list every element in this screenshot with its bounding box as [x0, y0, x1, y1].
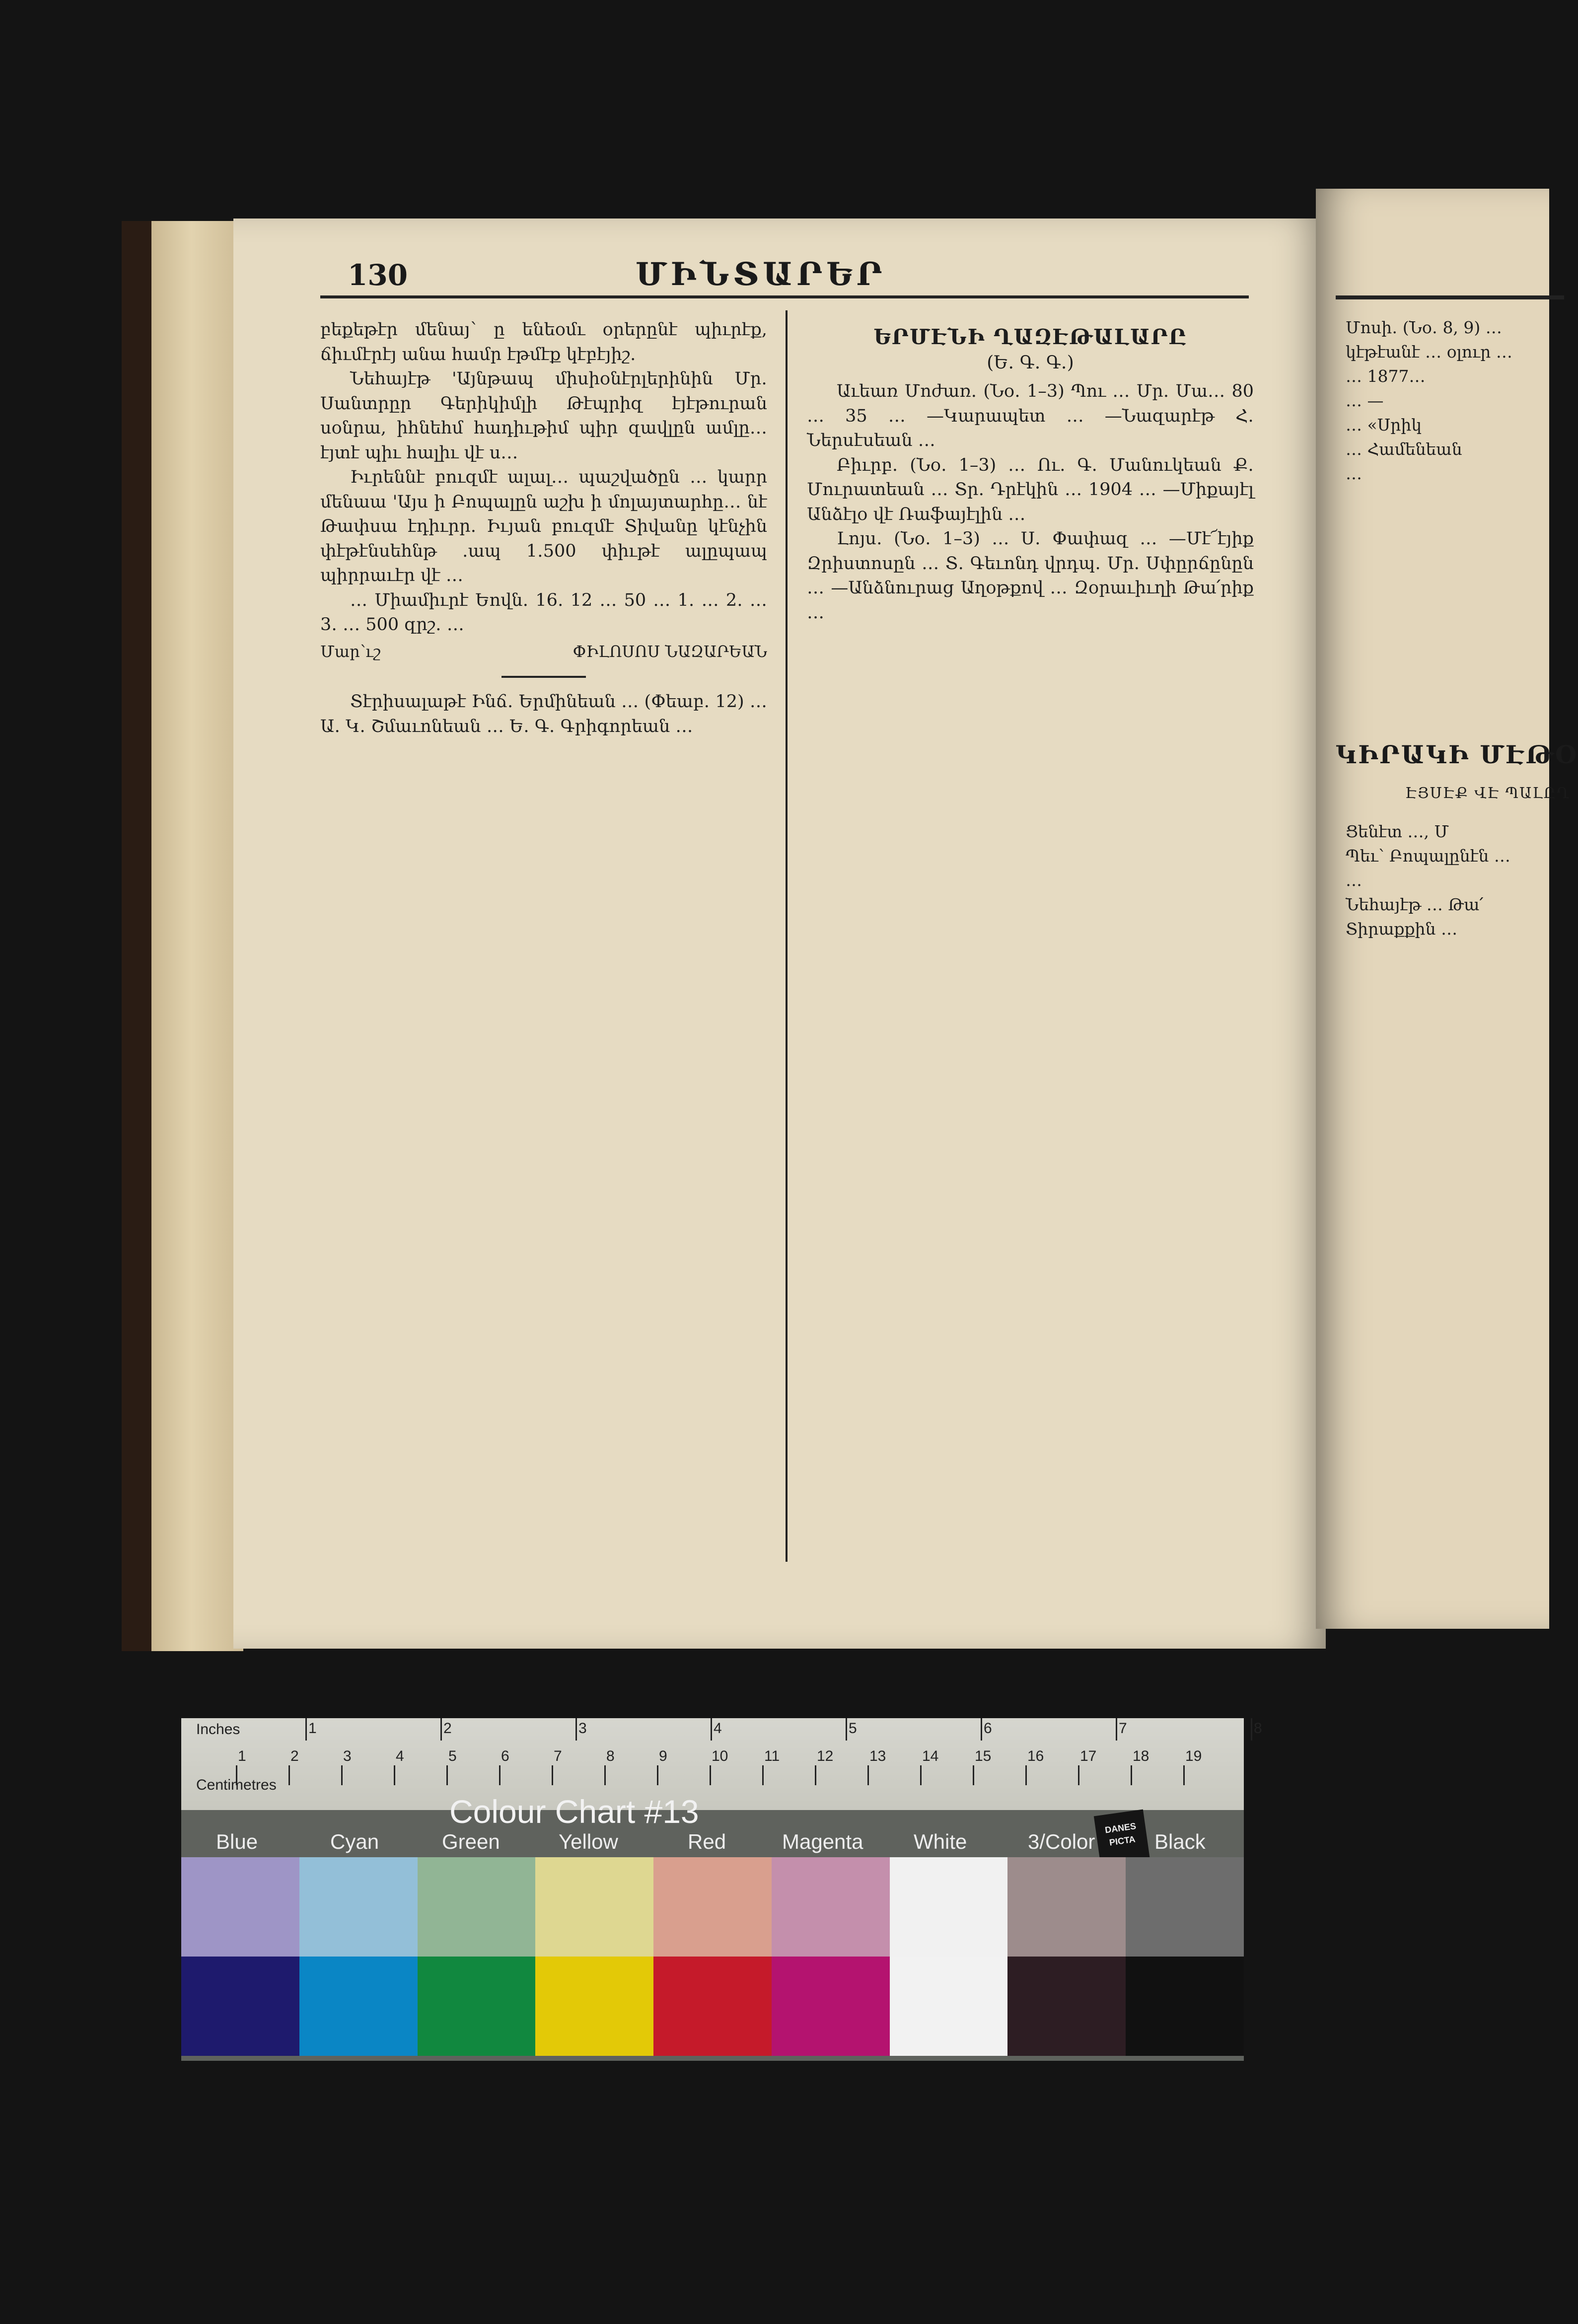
- ruler-cm-number: 19: [1185, 1748, 1202, 1764]
- colour-swatch: [1007, 1957, 1126, 2056]
- ruler-cm-tick: [973, 1765, 974, 1785]
- running-head: ՄԻՆՏԱՐԵՐ: [636, 256, 886, 293]
- colour-swatch: [772, 1957, 890, 2056]
- ruler-cm-tick: [499, 1765, 501, 1785]
- colour-swatch: [299, 1957, 418, 2056]
- section-subtitle: (Ե․ Գ․ Գ․): [987, 353, 1074, 373]
- signature-place: Մար՝ւշ: [320, 642, 381, 661]
- ruler-cm-number: 4: [396, 1748, 404, 1764]
- ruler-cm-number: 13: [869, 1748, 886, 1764]
- colour-swatch: [535, 1857, 653, 1957]
- paragraph: Աւեառ Մոժառ․ (Նօ․ 1–3) Պու ․․․ Մր․ Մա․․․ 80 ․․․ 35 ․․․ —Կարապետ ․․․ —Նազարէթ Հ․ Ներսէսեան ․․․: [807, 381, 1254, 450]
- page-number: 130: [348, 258, 408, 292]
- colour-swatch: [653, 1857, 772, 1957]
- swatch-label: Black: [1154, 1830, 1206, 1853]
- right-page-lower-text: [1346, 819, 1564, 941]
- colour-swatch: [1126, 1957, 1244, 2056]
- ruler-cm-tick: [657, 1765, 658, 1785]
- colour-swatch: [772, 1857, 890, 1957]
- left-column: [320, 318, 767, 739]
- text-line: Տիրաքքին ․․․: [1346, 919, 1458, 939]
- ruler-inches-label: Inches: [196, 1721, 240, 1738]
- colour-swatch: [1007, 1857, 1126, 1957]
- colour-swatch: [418, 1857, 536, 1957]
- text-line: ․․․ 1877․․․: [1346, 366, 1426, 386]
- section-separator: [502, 676, 586, 678]
- ruler-cm-number: 18: [1133, 1748, 1149, 1764]
- colour-swatch: [299, 1857, 418, 1957]
- swatch-label: Green: [442, 1830, 500, 1853]
- text-line: Նեհայէթ ․․․ Թա՛: [1346, 895, 1484, 914]
- ruler-cm-tick: [341, 1765, 343, 1785]
- swatch-label: Blue: [216, 1830, 258, 1853]
- ruler-cm-number: 10: [712, 1748, 728, 1764]
- ruler: [181, 1718, 1262, 1810]
- ruler-inch-tick: [846, 1718, 847, 1741]
- column-divider: [786, 310, 788, 1562]
- ruler-inch-number: 7: [1119, 1720, 1127, 1737]
- ruler-cm-number: 11: [764, 1748, 780, 1764]
- colour-swatch: [418, 1957, 536, 2056]
- swatch-label: Red: [688, 1830, 726, 1853]
- paragraph: Բիւրբ․ (Նօ․ 1–3) ․․․ Ու․ Գ․ Մանուկեան Ք․ Մուրատեան ․․․ Տր․ Դրէկին ․․․ 1904 ․․․ —Միքայէլ Անձէլօ վէ Ռաֆայէլին ․․․: [807, 455, 1254, 524]
- ruler-cm-tick: [1183, 1765, 1185, 1785]
- right-page-subheading: ԷՅՍԷՔ ՎԷ ՊԱԼԸՂ: [1405, 785, 1571, 802]
- paragraph: ․․․ Միամիւրէ Եովն․ 16․ 12 ․․․ 50 ․․․ 1․ ․․․ 2․ ․․․ 3․ ․․․ 500 զրշ․ ․․․: [320, 590, 767, 635]
- swatch-row-dark: [181, 1957, 1244, 2056]
- text-line: ․․․ «Սրիկ: [1346, 415, 1422, 435]
- text-line: Պեւ՝ Բոպալընէն ․․․: [1346, 846, 1510, 866]
- ruler-cm-tick: [236, 1765, 237, 1785]
- ruler-cm-number: 2: [290, 1748, 299, 1764]
- ruler-inch-tick: [440, 1718, 442, 1741]
- danes-picta-logo: DANES PICTA: [1094, 1810, 1150, 1871]
- colour-chart: [181, 1718, 1262, 2061]
- ruler-cm-tick: [815, 1765, 816, 1785]
- section-title: ԵՐՄԷՆԻ ՂԱԶԷԹԱԼԱՐԸ: [873, 325, 1187, 349]
- ruler-cm-number: 15: [975, 1748, 992, 1764]
- ruler-inch-number: 6: [984, 1720, 992, 1737]
- right-page-top-text: [1346, 315, 1564, 486]
- ruler-cm-number: 12: [817, 1748, 834, 1764]
- ruler-cm-number: 8: [606, 1748, 615, 1764]
- text-line: ․․․ —: [1346, 391, 1384, 410]
- paragraph: Իւրեննէ բուզմէ ալալ․․․ պաշվածըն ․․․ կարր մենաա 'Այս ի Բոպալըն աշխ ի մոլայտարհը․․․ նէ Թափսա էդիւրր․ Իւյան բուզմէ Տիվանը կէնչին փէթէնսեհնթ ․ապ 1․500 փիւթէ ալըպապ պիրրաւէր վէ ․․․: [320, 467, 767, 585]
- colour-swatch: [653, 1957, 772, 2056]
- swatch-label: Magenta: [782, 1830, 863, 1853]
- ruler-cm-number: 1: [238, 1748, 246, 1764]
- header-rule: [1336, 295, 1564, 299]
- ruler-cm-number: 3: [343, 1748, 352, 1764]
- paragraph: Նեհայէթ 'Այնթապ միսիօնէրլերինին Մր․ Սանտրըր Գերիկիմլի Թէպրիզ էյէթուրան սօնրա, իհնեհմ հադիւթիմ պիր զավլըն ամլը․․․ էյտէ պիւ հալիւ վէ ս․․․: [320, 369, 767, 463]
- paragraph: Տէրիսալաթէ Ինճ․ Երմինեան ․․․ (Փեաբ․ 12) ․․․ Ա․ Կ․ Շմաւոնեան ․․․ Ե․ Գ․ Գրիգորեան ․․․: [320, 692, 767, 736]
- ruler-cm-tick: [288, 1765, 290, 1785]
- ruler-cm-number: 7: [554, 1748, 562, 1764]
- ruler-cm-tick: [867, 1765, 869, 1785]
- swatch-row-light: [181, 1857, 1244, 1957]
- paragraph: բեքեթէր մենայ՝ ը ենեօմւ օրերընէ պիւրէք, ճիւմէրէյ անա համր էթմէք կէբէյիշ․: [320, 320, 767, 364]
- ruler-cm-tick: [1131, 1765, 1132, 1785]
- ruler-inch-tick: [981, 1718, 982, 1741]
- text-line: ․․․ Համենեան: [1346, 439, 1462, 459]
- ruler-cm-number: 6: [501, 1748, 509, 1764]
- text-line: կէթէանէ ․․․ օլուր ․․․: [1346, 342, 1512, 362]
- paragraph: Լոյս․ (Նօ․ 1–3) ․․․ Ս․ Փափազ ․․․ —Մէ՜էյիք Զրիստոսըն ․․․ Տ․ Գեւոնդ վրդպ․ Մր․ Սփըրճընըն ․․․ —Անձնուրաց Աղօթքով ․․․ Զօրաւիւղի Թա՛րիք ․․․: [807, 529, 1254, 623]
- swatch-label: 3/Color: [1028, 1830, 1095, 1853]
- text-line: Ցենէտ ․․․, Մ: [1346, 822, 1449, 841]
- ruler-inch-tick: [575, 1718, 577, 1741]
- text-line: Մոսի․ (Նօ․ 8, 9) ․․․: [1346, 318, 1502, 337]
- ruler-cm-tick: [604, 1765, 606, 1785]
- ruler-cm-tick: [710, 1765, 711, 1785]
- ruler-inch-number: 8: [1254, 1720, 1262, 1737]
- ruler-inch-number: 2: [443, 1720, 452, 1737]
- right-column: [807, 318, 1254, 625]
- right-page-heading: ԿԻՐԱԿԻ ՄԷԹՕ: [1336, 740, 1578, 769]
- ruler-cm-tick: [1025, 1765, 1027, 1785]
- ruler-cm-number: 16: [1027, 1748, 1044, 1764]
- text-line: ․․․: [1346, 464, 1363, 483]
- signature-author: ՓԻԼՈՍՈՍ ՆԱԶԱՐԵԱՆ: [573, 642, 767, 661]
- colour-swatch: [535, 1957, 653, 2056]
- ruler-inch-number: 1: [308, 1720, 317, 1737]
- ruler-cm-tick: [1078, 1765, 1079, 1785]
- chart-title: Colour Chart #13: [449, 1793, 699, 1830]
- colour-swatch: [890, 1957, 1008, 2056]
- ruler-inch-tick: [1251, 1718, 1252, 1741]
- ruler-inch-number: 3: [578, 1720, 587, 1737]
- ruler-cm-tick: [920, 1765, 922, 1785]
- ruler-cm-number: 5: [448, 1748, 457, 1764]
- ruler-cm-tick: [762, 1765, 764, 1785]
- book-page-edges: [122, 221, 243, 1651]
- ruler-cm-tick: [394, 1765, 395, 1785]
- ruler-inch-number: 4: [714, 1720, 722, 1737]
- ruler-cm-label: Centimetres: [196, 1777, 277, 1793]
- swatch-label: Cyan: [330, 1830, 379, 1853]
- colour-swatch: [181, 1957, 299, 2056]
- swatch-label: White: [914, 1830, 967, 1853]
- swatch-label: Yellow: [559, 1830, 618, 1853]
- ruler-inch-tick: [305, 1718, 307, 1741]
- header-rule: [320, 295, 1249, 298]
- ruler-inch-number: 5: [849, 1720, 857, 1737]
- ruler-cm-number: 17: [1080, 1748, 1097, 1764]
- colour-swatch: [181, 1857, 299, 1957]
- text-line: ․․․: [1346, 871, 1363, 890]
- ruler-cm-number: 14: [922, 1748, 939, 1764]
- ruler-cm-number: 9: [659, 1748, 667, 1764]
- ruler-inch-tick: [711, 1718, 712, 1741]
- colour-swatch: [890, 1857, 1008, 1957]
- ruler-cm-tick: [552, 1765, 553, 1785]
- ruler-cm-tick: [446, 1765, 448, 1785]
- colour-swatch: [1126, 1857, 1244, 1957]
- swatch-labels: [181, 1830, 1244, 1860]
- right-page: [1316, 189, 1578, 1629]
- signature: [320, 640, 767, 664]
- ruler-inch-tick: [1116, 1718, 1117, 1741]
